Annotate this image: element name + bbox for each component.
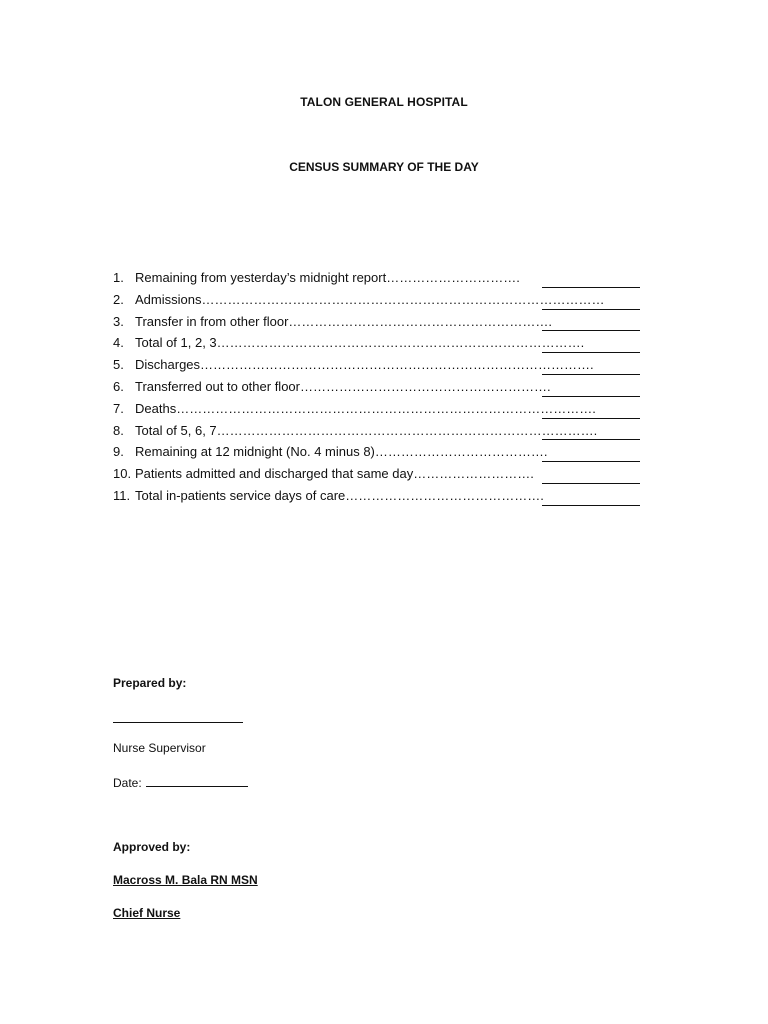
item-blank-line[interactable] <box>542 316 640 331</box>
item-label: Transfer in from other floor……………………………………………………. <box>135 313 553 329</box>
census-item <box>113 379 643 401</box>
census-item <box>113 401 643 423</box>
census-item <box>113 292 643 314</box>
item-label: Total of 5, 6, 7……………………………………………………………………………. <box>135 422 598 438</box>
prepared-by-label: Prepared by: <box>113 676 187 690</box>
item-label: Deaths……………………………………………………………………………………. <box>135 400 596 416</box>
item-label: Admissions………………………………………………………………………………… <box>135 291 605 307</box>
item-label: Total in-patients service days of care………………………………………. <box>135 487 544 503</box>
item-label: Remaining from yesterday’s midnight report…………………………. <box>135 270 520 285</box>
item-blank-line[interactable] <box>542 295 640 310</box>
date-label: Date: <box>113 776 142 790</box>
document-title: CENSUS SUMMARY OF THE DAY <box>289 160 479 174</box>
item-number: 2. <box>113 291 124 307</box>
item-blank-line[interactable] <box>542 447 640 462</box>
item-number: 9. <box>113 444 124 460</box>
item-number: 7. <box>113 400 124 416</box>
item-number: 11. <box>113 487 131 503</box>
item-number: 5. <box>113 357 124 373</box>
item-number: 6. <box>113 378 124 394</box>
nurse-supervisor-label: Nurse Supervisor <box>113 741 206 755</box>
hospital-name: TALON GENERAL HOSPITAL <box>300 95 468 109</box>
item-label: Transferred out to other floor…………………………………………………. <box>135 378 551 394</box>
approver-role: Chief Nurse <box>113 906 181 920</box>
census-item <box>113 488 643 510</box>
item-blank-line[interactable] <box>542 382 640 397</box>
prepared-signature-line[interactable] <box>113 710 243 723</box>
item-number: 8. <box>113 422 124 438</box>
approver-name: Macross M. Bala RN MSN <box>113 873 258 887</box>
item-number: 1. <box>113 270 124 285</box>
item-label: Total of 1, 2, 3…………………………………………………………………………. <box>135 335 585 351</box>
item-label: Remaining at 12 midnight (No. 4 minus 8)…………………………………. <box>135 444 548 460</box>
item-number: 10. <box>113 466 132 482</box>
census-item <box>113 357 643 379</box>
item-blank-line[interactable] <box>542 273 640 288</box>
census-item <box>113 444 643 466</box>
item-blank-line[interactable] <box>542 425 640 440</box>
item-blank-line[interactable] <box>542 338 640 353</box>
census-item <box>113 466 643 488</box>
census-item <box>113 423 643 445</box>
item-label: Patients admitted and discharged that same day………………………. <box>135 466 534 482</box>
item-number: 3. <box>113 313 124 329</box>
item-number: 4. <box>113 335 124 351</box>
item-label: Discharges………………………………………………………………………………. <box>135 357 594 373</box>
date-blank-line[interactable] <box>146 774 248 787</box>
item-blank-line[interactable] <box>542 469 640 484</box>
census-item <box>113 270 643 292</box>
census-list <box>113 270 643 510</box>
date-row <box>113 774 248 790</box>
census-item <box>113 314 643 336</box>
census-item <box>113 335 643 357</box>
approved-by-label: Approved by: <box>113 840 191 854</box>
item-blank-line[interactable] <box>542 491 640 506</box>
item-blank-line[interactable] <box>542 360 640 375</box>
item-blank-line[interactable] <box>542 404 640 419</box>
